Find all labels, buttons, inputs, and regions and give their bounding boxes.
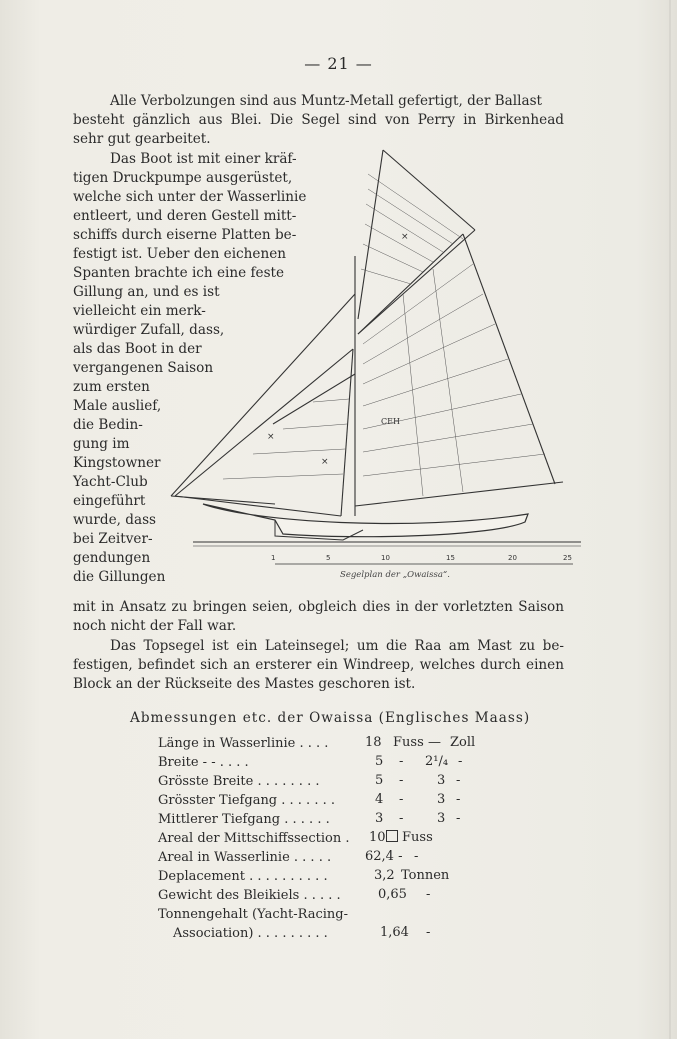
dimension-value: 10 <box>369 830 386 845</box>
dimension-value: 1,64 <box>380 925 409 940</box>
para2-line: Gillung an, und es ist <box>73 284 220 300</box>
para3-line1: Das Topsegel ist ein Lateinsegel; um die Raa am Mast zu be- <box>110 638 564 654</box>
dimension-value2: — <box>428 735 441 750</box>
dimension-unit: Fuss <box>393 735 424 750</box>
mainsail-leech <box>463 234 555 484</box>
para2-line: die Bedin- <box>73 417 143 433</box>
dimension-label: Tonnengehalt (Yacht-Racing- <box>158 907 348 922</box>
para2-end-line2: noch nicht der Fall war. <box>73 618 237 634</box>
dimension-unit: - <box>426 887 431 902</box>
para2-line: eingeführt <box>73 493 146 509</box>
dimension-label: Länge in Wasserlinie . . . . <box>158 736 329 751</box>
dimension-label: Association) . . . . . . . . . <box>173 926 328 941</box>
dimension-unit: - <box>399 754 404 769</box>
dimension-row <box>158 868 328 886</box>
para2-line: zum ersten <box>73 379 150 395</box>
para2-line: schiffs durch eiserne Platten be- <box>73 227 297 243</box>
dimension-row <box>158 792 335 810</box>
dimension-value: 18 <box>365 735 382 750</box>
para2-line: Das Boot ist mit einer kräf- <box>110 151 297 167</box>
topsail-leech <box>383 150 475 230</box>
dimension-unit2: - <box>456 773 461 788</box>
para2-line: Spanten brachte ich eine feste <box>73 265 285 281</box>
ceh-label: CEH <box>381 417 400 426</box>
page-edge <box>669 0 671 1039</box>
dimension-unit2: - <box>456 811 461 826</box>
jib-foot <box>175 496 341 516</box>
dimension-unit: - <box>399 811 404 826</box>
dimension-row <box>158 887 341 905</box>
scale-tick-label: 1 <box>271 554 276 562</box>
boom <box>355 482 563 506</box>
dimension-unit: Fuss <box>402 830 433 845</box>
dimension-label: Mittlerer Tiefgang . . . . . . <box>158 812 330 827</box>
dimension-row <box>158 830 350 848</box>
dimension-label: Deplacement . . . . . . . . . . <box>158 869 328 884</box>
dimension-value2: 3 <box>437 773 446 788</box>
scale-tick-label: 15 <box>446 554 455 562</box>
para2-end-line1: mit in Ansatz zu bringen seien, obgleich dies in der vorletzten Saison <box>73 599 564 615</box>
dimension-value: 3 <box>375 811 384 826</box>
dimension-row <box>173 925 328 943</box>
para2-line: entleert, und deren Gestell mitt- <box>73 208 297 224</box>
dimension-unit2: - <box>456 792 461 807</box>
scale-tick-label: 5 <box>326 554 331 562</box>
jib-centre-mark: × <box>321 457 329 467</box>
para1-line2: besteht gänzlich aus Blei. Die Segel sind von Perry in Birkenhead <box>73 112 564 128</box>
dimension-value2: 2¹/₄ <box>425 754 449 769</box>
sail-plan-figure <box>163 144 583 584</box>
jib-luff <box>175 349 353 496</box>
dimension-row <box>158 811 330 829</box>
dimension-unit: - <box>426 925 431 940</box>
para2-line: Male auslief, <box>73 398 162 414</box>
para2-line: wurde, dass <box>73 512 157 528</box>
para2-line: die Gillungen <box>73 569 166 585</box>
dimension-label: Grösster Tiefgang . . . . . . . <box>158 793 335 808</box>
para2-line: würdiger Zufall, dass, <box>73 322 225 338</box>
dimension-row <box>158 849 331 867</box>
para2-line: gendungen <box>73 550 151 566</box>
dimension-value: 5 <box>375 754 384 769</box>
figure-caption: Segelplan der „Owaissa“. <box>340 570 450 580</box>
para2-line: vielleicht ein merk- <box>73 303 206 319</box>
dimension-unit2: Zoll <box>450 735 476 750</box>
square-symbol <box>386 830 398 845</box>
scale-tick-label: 20 <box>508 554 517 562</box>
dimension-value: 4 <box>375 792 384 807</box>
para2-line: vergangenen Saison <box>73 360 214 376</box>
dimension-row <box>158 773 319 791</box>
para3-line3: Block an der Rückseite des Mastes geschoren ist. <box>73 676 416 692</box>
para1-line1: Alle Verbolzungen sind aus Muntz-Metall gefertigt, der Ballast <box>110 93 543 109</box>
dimension-label: Areal der Mittschiffssection . <box>158 831 350 846</box>
dimension-row <box>158 754 249 772</box>
dimension-unit: - <box>399 773 404 788</box>
jib-leech <box>341 349 353 516</box>
dimension-value2: 3 <box>437 792 446 807</box>
para2-line: welche sich unter der Wasserlinie <box>73 189 307 205</box>
para2-line: tigen Druckpumpe ausgerüstet, <box>73 170 293 186</box>
scale-tick-label: 25 <box>563 554 572 562</box>
dimension-value2: 3 <box>437 811 446 826</box>
dimension-value: 62,4 - <box>365 849 403 864</box>
dimensions-heading: Abmessungen etc. der Owaissa (Englisches Maass) <box>130 710 531 726</box>
topsail-yard <box>358 150 383 319</box>
hull <box>203 504 528 537</box>
para2-line: festigt ist. Ueber den eichenen <box>73 246 287 262</box>
dimension-row <box>158 906 348 924</box>
staysail-centre-mark: × <box>267 432 275 442</box>
dimension-label: Areal in Wasserlinie . . . . . <box>158 850 332 865</box>
dimension-unit: - <box>414 849 419 864</box>
para2-line: Kingstowner <box>73 455 161 471</box>
para1-line3: sehr gut gearbeitet. <box>73 131 211 147</box>
dimension-unit: - <box>399 792 404 807</box>
scale-tick-label: 10 <box>381 554 390 562</box>
para2-line: Yacht-Club <box>73 474 148 490</box>
dimension-unit2: - <box>458 754 463 769</box>
para2-line: als das Boot in der <box>73 341 202 357</box>
dimension-label: Grösste Breite . . . . . . . . <box>158 774 320 789</box>
para2-line: gung im <box>73 436 130 452</box>
para2-line: bei Zeitver- <box>73 531 153 547</box>
dimension-value: 0,65 <box>378 887 407 902</box>
topsail-centre-mark: × <box>401 232 409 242</box>
para3-line2: festigen, befindet sich an ersterer ein Windreep, welches durch einen <box>73 657 564 673</box>
page-number: — 21 — <box>304 54 373 73</box>
dimension-label: Gewicht des Bleikiels . . . . . <box>158 888 341 903</box>
topsail-foot <box>358 230 475 334</box>
dimension-value: 5 <box>375 773 384 788</box>
dimension-value: 3,2 <box>374 868 395 883</box>
dimension-unit: Tonnen <box>401 868 450 883</box>
dimension-row <box>158 735 328 753</box>
dimension-label: Breite - - . . . . <box>158 755 249 770</box>
